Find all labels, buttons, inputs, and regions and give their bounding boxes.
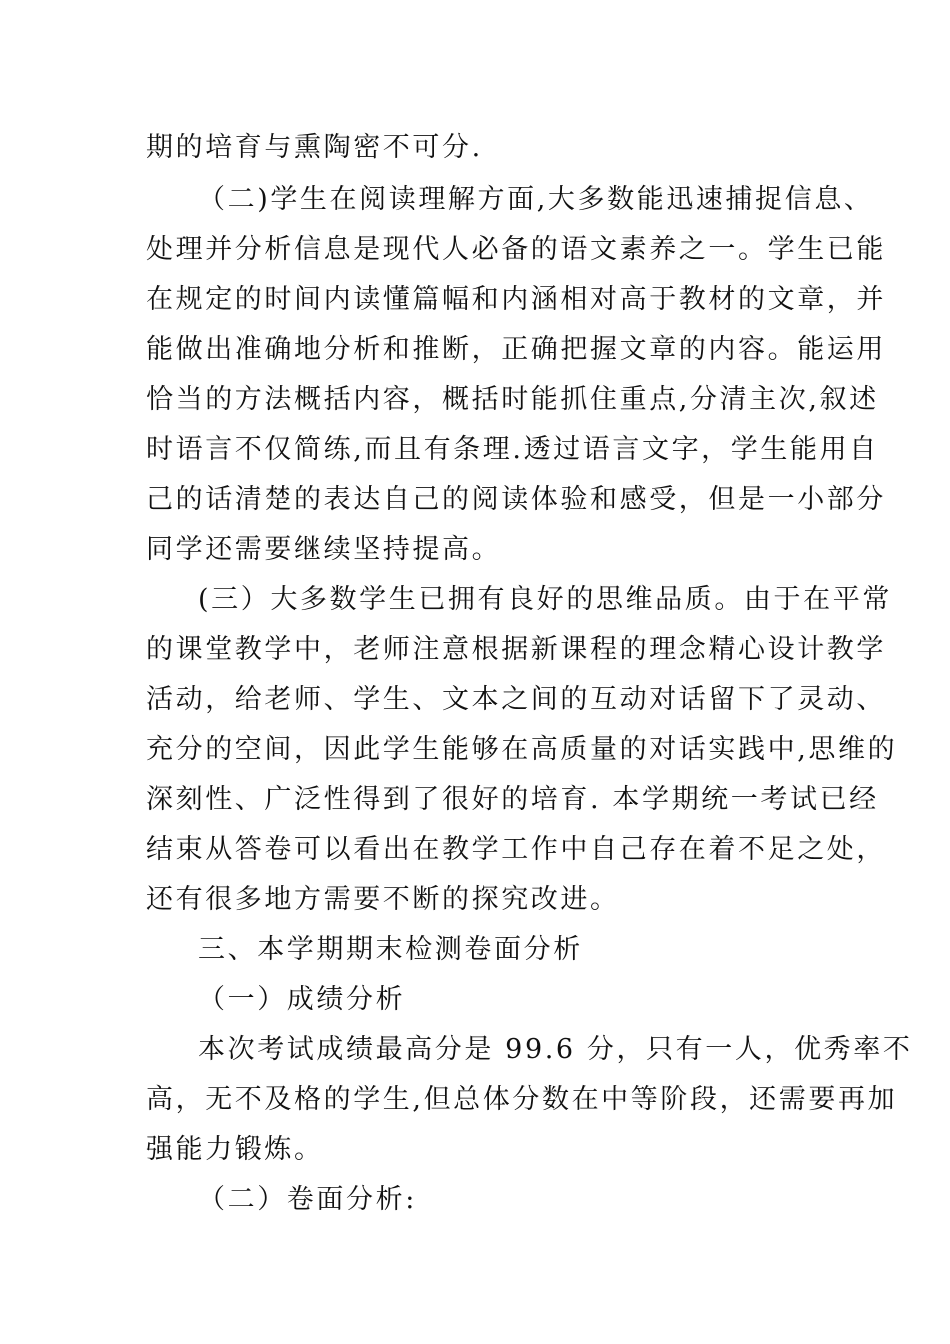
subsection-heading: （一）成绩分析 — [198, 984, 406, 1015]
text-line: 同学还需要继续坚持提高。 — [146, 534, 502, 565]
text-line: 本次考试成绩最高分是 99.6 分，只有一人，优秀率不 — [198, 1034, 913, 1065]
text-line: 时语言不仅简练,而且有条理.透过语言文字，学生能用自 — [146, 434, 879, 465]
text-line: 充分的空间，因此学生能够在高质量的对话实践中,思维的 — [146, 734, 898, 765]
text-line: 能做出准确地分析和推断，正确把握文章的内容。能运用 — [146, 334, 886, 365]
text-line: 期的培育与熏陶密不可分. — [146, 132, 483, 163]
text-line: 深刻性、广泛性得到了很好的培育. 本学期统一考试已经 — [146, 784, 879, 815]
paragraph-heading: （二)学生在阅读理解方面,大多数能迅速捕捉信息、 — [198, 184, 874, 215]
paragraph-heading: (三）大多数学生已拥有良好的思维品质。由于在平常 — [198, 584, 892, 615]
text-line: 强能力锻炼。 — [146, 1134, 324, 1165]
text-line: 处理并分析信息是现代人必备的语文素养之一。学生已能 — [146, 234, 886, 265]
text-line: 活动，给老师、学生、文本之间的互动对话留下了灵动、 — [146, 684, 886, 715]
text-line: 己的话清楚的表达自己的阅读体验和感受，但是一小部分 — [146, 484, 886, 515]
text-line: 高，无不及格的学生,但总体分数在中等阶段，还需要再加 — [146, 1084, 898, 1115]
text-line: 在规定的时间内读懂篇幅和内涵相对高于教材的文章，并 — [146, 284, 886, 315]
text-line: 还有很多地方需要不断的探究改进。 — [146, 884, 620, 915]
text-line: 恰当的方法概括内容，概括时能抓住重点,分清主次,叙述 — [146, 384, 879, 415]
text-line: 的课堂教学中，老师注意根据新课程的理念精心设计教学 — [146, 634, 886, 665]
section-heading: 三、本学期期末检测卷面分析 — [198, 934, 583, 965]
text-line: 结束从答卷可以看出在教学工作中自己存在着不足之处， — [146, 834, 886, 865]
subsection-heading: （二）卷面分析: — [198, 1184, 417, 1215]
